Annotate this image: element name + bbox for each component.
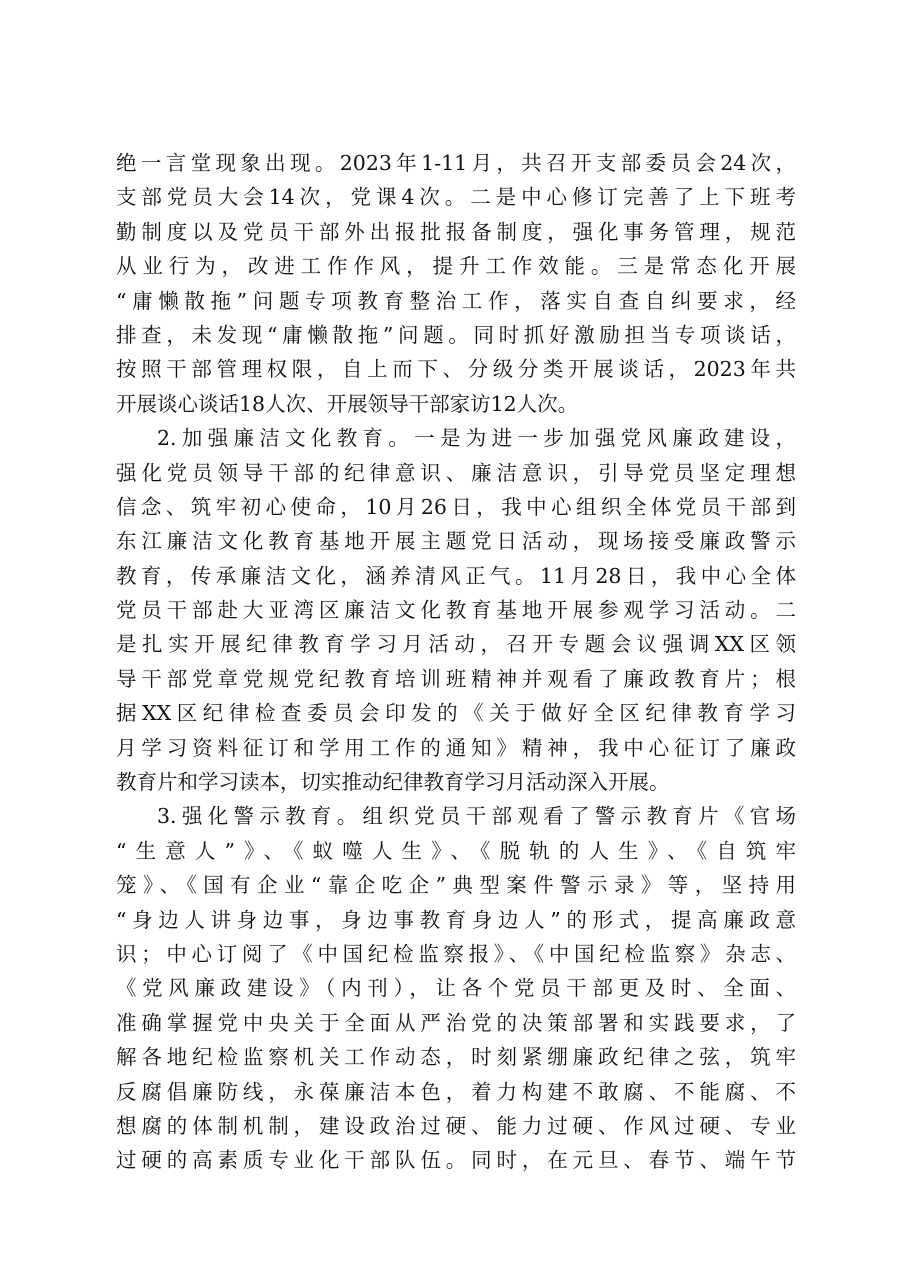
text-line: 导干部党章党规党纪教育培训班精神并观看了廉政教育片；根 xyxy=(116,666,796,691)
text-line: “庸懒散拖”问题专项教育整治工作，落实自查自纠要求，经 xyxy=(116,288,796,313)
text-line: 绝一言堂现象出现。2023年1-11月，共召开支部委员会24次， xyxy=(116,151,796,175)
text-line: 信念、筑牢初心使命，10月26日，我中心组织全体党员干部到 xyxy=(116,494,796,519)
text-line: 解各地纪检监察机关工作动态，时刻紧绷廉政纪律之弦，筑牢 xyxy=(116,1045,796,1070)
text-line: 是扎实开展纪律教育学习月活动，召开专题会议强调XX区领 xyxy=(116,632,796,657)
text-line: “生意人”》、《蚁噬人生》、《脱轨的人生》、《自筑牢 xyxy=(116,838,796,863)
text-line: 支部党员大会14次，党课4次。二是中心修订完善了上下班考 xyxy=(116,185,796,210)
text-line: “身边人讲身边事，身边事教育身边人”的形式，提高廉政意 xyxy=(116,907,796,932)
document-body xyxy=(116,146,796,1178)
text-line: 识；中心订阅了《中国纪检监察报》、《中国纪检监察》杂志、 xyxy=(116,941,796,966)
section-heading-line: 2.加强廉洁文化教育。一是为进一步加强党风廉政建设， xyxy=(157,426,796,451)
text-line: 准确掌握党中央关于全面从严治党的决策部署和实践要求，了 xyxy=(116,1010,796,1035)
text-line: 从业行为，改进工作作风，提升工作效能。三是常态化开展 xyxy=(116,254,796,279)
text-line: 据XX区纪律检查委员会印发的《关于做好全区纪律教育学习 xyxy=(116,701,796,726)
text-line: 教育，传承廉洁文化，涵养清风正气。11月28日，我中心全体 xyxy=(116,563,796,588)
text-line: 排查，未发现“庸懒散拖”问题。同时抓好激励担当专项谈话， xyxy=(116,322,796,347)
text-line: 想腐的体制机制，建设政治过硬、能力过硬、作风过硬、专业 xyxy=(116,1113,796,1138)
text-line: 教育片和学习读本，切实推动纪律教育学习月活动深入开展。 xyxy=(116,770,670,795)
section-heading-line: 3.强化警示教育。组织党员干部观看了警示教育片《官场 xyxy=(157,804,796,829)
text-line: 月学习资料征订和学用工作的通知》精神，我中心征订了廉政 xyxy=(116,735,796,760)
text-line: 强化党员领导干部的纪律意识、廉洁意识，引导党员坚定理想 xyxy=(116,460,796,485)
text-line: 开展谈心谈话18人次、开展领导干部家访12人次。 xyxy=(116,391,579,416)
text-line: 过硬的高素质专业化干部队伍。同时，在元旦、春节、端午节 xyxy=(116,1148,796,1173)
text-line: 勤制度以及党员干部外出报批报备制度，强化事务管理，规范 xyxy=(116,219,796,244)
text-line: 东江廉洁文化教育基地开展主题党日活动，现场接受廉政警示 xyxy=(116,529,796,554)
text-line: 笼》、《国有企业“靠企吃企”典型案件警示录》等，坚持用 xyxy=(116,873,796,898)
text-line: 《党风廉政建设》（内刊），让各个党员干部更及时、全面、 xyxy=(116,976,796,1001)
text-line: 反腐倡廉防线，永葆廉洁本色，着力构建不敢腐、不能腐、不 xyxy=(116,1079,796,1104)
text-line: 按照干部管理权限，自上而下、分级分类开展谈话，2023年共 xyxy=(116,357,796,382)
text-line: 党员干部赴大亚湾区廉洁文化教育基地开展参观学习活动。二 xyxy=(116,598,796,623)
